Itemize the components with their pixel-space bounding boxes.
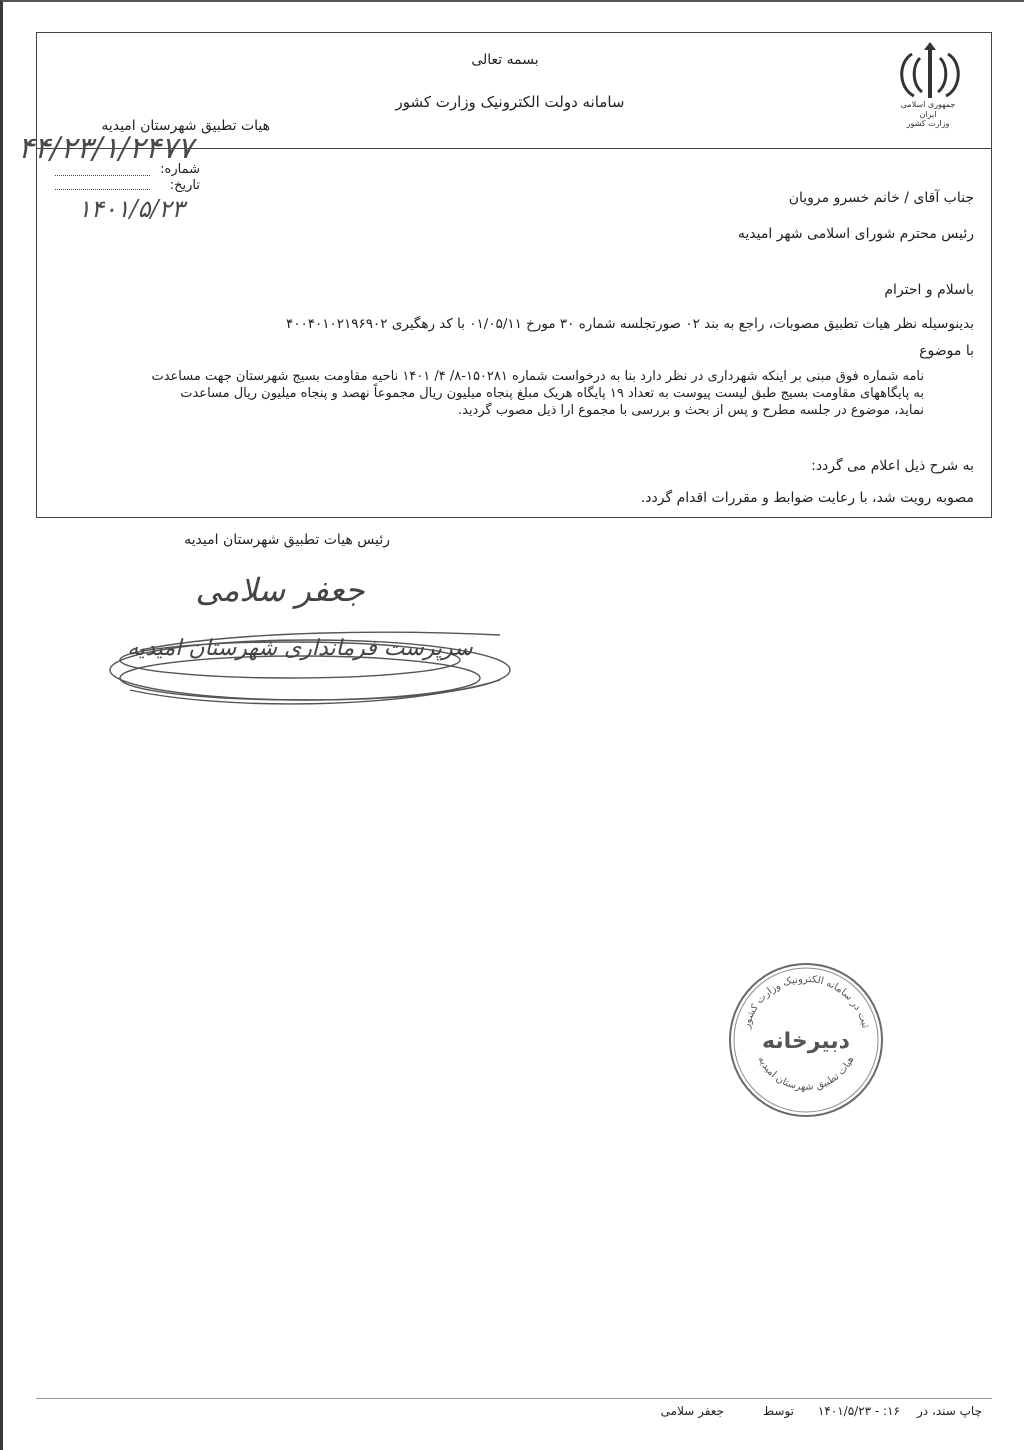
emblem-caption-line2: وزارت کشور [906, 119, 950, 129]
subject-line1: نامه شماره فوق مبنی بر اینکه شهرداری در نظر دارد بنا به درخواست شماره ۱۵۰۲۸۱-۸/ ۴/ ۱۴۰۱ ناحیه مقاومت بسیج شهرستان جهت مساعدت [151, 369, 924, 384]
recipient-line2: رئیس محترم شورای اسلامی شهر امیدیه [737, 226, 974, 242]
footer-by-label: توسط [763, 1404, 794, 1418]
decision-text: مصوبه رویت شد، با رعایت ضوابط و مقررات اقدام گردد. [640, 490, 974, 506]
recipient-line1: جناب آقای / خانم خسرو مرویان [788, 190, 974, 206]
bismillah: بسمه تعالی [471, 52, 539, 68]
org-name: هیات تطبیق شهرستان امیدیه [101, 118, 270, 134]
decision-intro: به شرح ذیل اعلام می گردد: [811, 458, 974, 474]
greeting: باسلام و احترام [884, 282, 974, 298]
footer-by-name: جعفر سلامی [660, 1404, 724, 1418]
letter-date-handwritten: ۱۴۰۱/۵/۲۳ [78, 195, 185, 223]
number-label: شماره: [160, 162, 200, 177]
stamp-outer-text: ثبت در سامانه الکترونیک وزارت کشور [741, 973, 871, 1030]
letter-number-handwritten: ۴۴/۲۳/۱/۲۴۷۷ [18, 131, 194, 166]
subject-line2: به پایگاههای مقاومت بسیج طبق لیست پیوست به تعداد ۱۹ پایگاه هریک مبلغ پنجاه میلیون ریال مجموعاً نهصد و پنجاه میلیون ریال مساعدت [180, 386, 924, 401]
emblem-caption [893, 100, 963, 129]
date-dots [55, 189, 150, 190]
stamp-center-text: دبیرخانه [762, 1029, 850, 1054]
date-label: تاریخ: [169, 178, 200, 193]
system-name: سامانه دولت الکترونیک وزارت کشور [395, 93, 625, 111]
signature-position: سرپرست فرمانداری شهرستان امیدیه [127, 636, 473, 661]
number-dots [55, 175, 150, 176]
subject-line3: نماید، موضوع در جلسه مطرح و پس از بحث و بررسی با مجموع ارا ذیل مصوب گردید. [457, 403, 924, 418]
subject-label: با موضوع [919, 343, 974, 359]
reference-line: بدینوسیله نظر هیات تطبیق مصوبات، راجع به بند ۰۲ صورتجلسه شماره ۳۰ مورخ ۰۱/۰۵/۱۱ با کد رهگیری ۴۰۰۴۰۱۰۲۱۹۶۹۰۲ [286, 316, 974, 332]
footer-print-time: ۱۶: - ۱۴۰۱/۵/۲۳ [817, 1404, 900, 1418]
footer-print-label: چاپ سند، در [917, 1404, 982, 1418]
secretariat-stamp [726, 960, 886, 1120]
signature-name: جعفر سلامی [195, 571, 365, 609]
signature-title: رئیس هیات تطبیق شهرستان امیدیه [184, 532, 390, 548]
footer-divider [36, 1398, 992, 1399]
stamp-bottom-text: هیات تطبیق شهرستان امیدیه [755, 1054, 857, 1093]
emblem-caption-line1: جمهوری اسلامی ایران [900, 100, 956, 119]
